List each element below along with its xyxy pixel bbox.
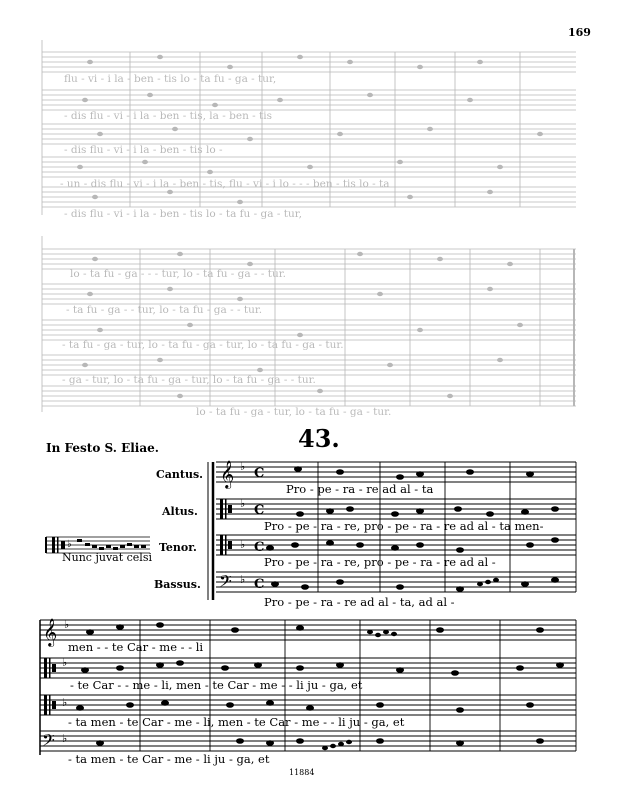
svg-text:♭: ♭	[240, 497, 246, 510]
faded-lyric-1-5: - dis flu - vi - i la - ben - tis lo - ta fu - ga - tur,	[64, 208, 302, 220]
feast-title: In Festo S. Eliae.	[46, 441, 159, 455]
faded-lyric-1-4: - un - dis flu - vi - i la - ben - tis, flu - vi - i lo - - - ben - tis lo - ta	[60, 178, 390, 190]
faded-lyric-2-4: - ga - tur, lo - ta fu - ga - tur, lo - ta fu - ga - - tur.	[62, 374, 316, 386]
svg-text:♭: ♭	[62, 696, 68, 709]
svg-text:♭: ♭	[67, 539, 72, 550]
faded-lyric-1-1: flu - vi - i la - ben - tis lo - ta fu - ga - tur,	[64, 73, 277, 85]
svg-text:𝄞: 𝄞	[220, 460, 235, 488]
system-1-lyric-altus: Pro - pe - ra - re, pro - pe - ra - re ad al - ta men-	[264, 519, 544, 533]
voice-label-altus: Altus.	[162, 505, 198, 518]
faded-lyric-1-2: - dis flu - vi - i la - ben - tis, la - ben - tis	[64, 110, 273, 122]
svg-text:♭: ♭	[240, 538, 246, 551]
svg-text:♭: ♭	[62, 656, 68, 669]
system-2-lyric-tenor: - ta men - te Car - me - li, men - te Car - me - - li ju - ga, et	[68, 715, 405, 729]
faded-lyric-2-1: lo - ta fu - ga - - - tur, lo - ta fu - ga - - tur.	[70, 268, 286, 280]
voice-label-bassus: Bassus.	[154, 578, 201, 591]
piece-number: 43.	[298, 424, 340, 453]
faded-lyric-2-5: lo - ta fu - ga - tur, lo - ta fu - ga - tur.	[196, 406, 392, 418]
svg-text:♭: ♭	[62, 732, 68, 745]
system-1-lyric-tenor: Pro - pe - ra - re, pro - pe - ra - re ad al -	[264, 555, 496, 569]
faded-lyric-1-3: - dis flu - vi - i la - ben - tis lo -	[64, 144, 223, 156]
system-1-lyric-bassus: Pro - pe - ra - re ad al - ta, ad al -	[264, 595, 455, 609]
system-1-lyric-cantus: Pro - pe - ra - re ad al - ta	[286, 482, 434, 496]
system-2-lyric-bassus: - ta men - te Car - me - li ju - ga, et	[68, 752, 270, 766]
svg-text:C: C	[254, 466, 265, 481]
svg-text:♭: ♭	[240, 460, 246, 473]
faded-lyric-2-3: - ta fu - ga - tur, lo - ta fu - ga - tur, lo - ta fu - ga - tur.	[62, 339, 344, 351]
svg-text:C: C	[254, 540, 265, 555]
svg-text:𝄢: 𝄢	[42, 730, 55, 754]
voice-label-tenor: Tenor.	[159, 541, 197, 554]
svg-text:C: C	[254, 577, 265, 592]
svg-text:♭: ♭	[64, 618, 70, 631]
system-2-lyric-altus: - te Car - - me - li, men - te Car - me - - li ju - ga, et	[70, 678, 363, 692]
incipit-text: Nunc juvat celsi	[62, 551, 152, 564]
footer-plate-number: 11884	[289, 768, 315, 777]
svg-text:♭: ♭	[240, 573, 246, 586]
svg-text:𝄞: 𝄞	[43, 618, 58, 646]
svg-text:𝄢: 𝄢	[219, 571, 232, 595]
voice-label-cantus: Cantus.	[156, 468, 203, 481]
system-2-lyric-cantus: men - - te Car - me - - li	[68, 640, 204, 654]
page-number: 169	[568, 26, 591, 39]
faded-lyric-2-2: - ta fu - ga - - tur, lo - ta fu - ga - - tur.	[66, 304, 263, 316]
svg-text:C: C	[254, 503, 265, 518]
